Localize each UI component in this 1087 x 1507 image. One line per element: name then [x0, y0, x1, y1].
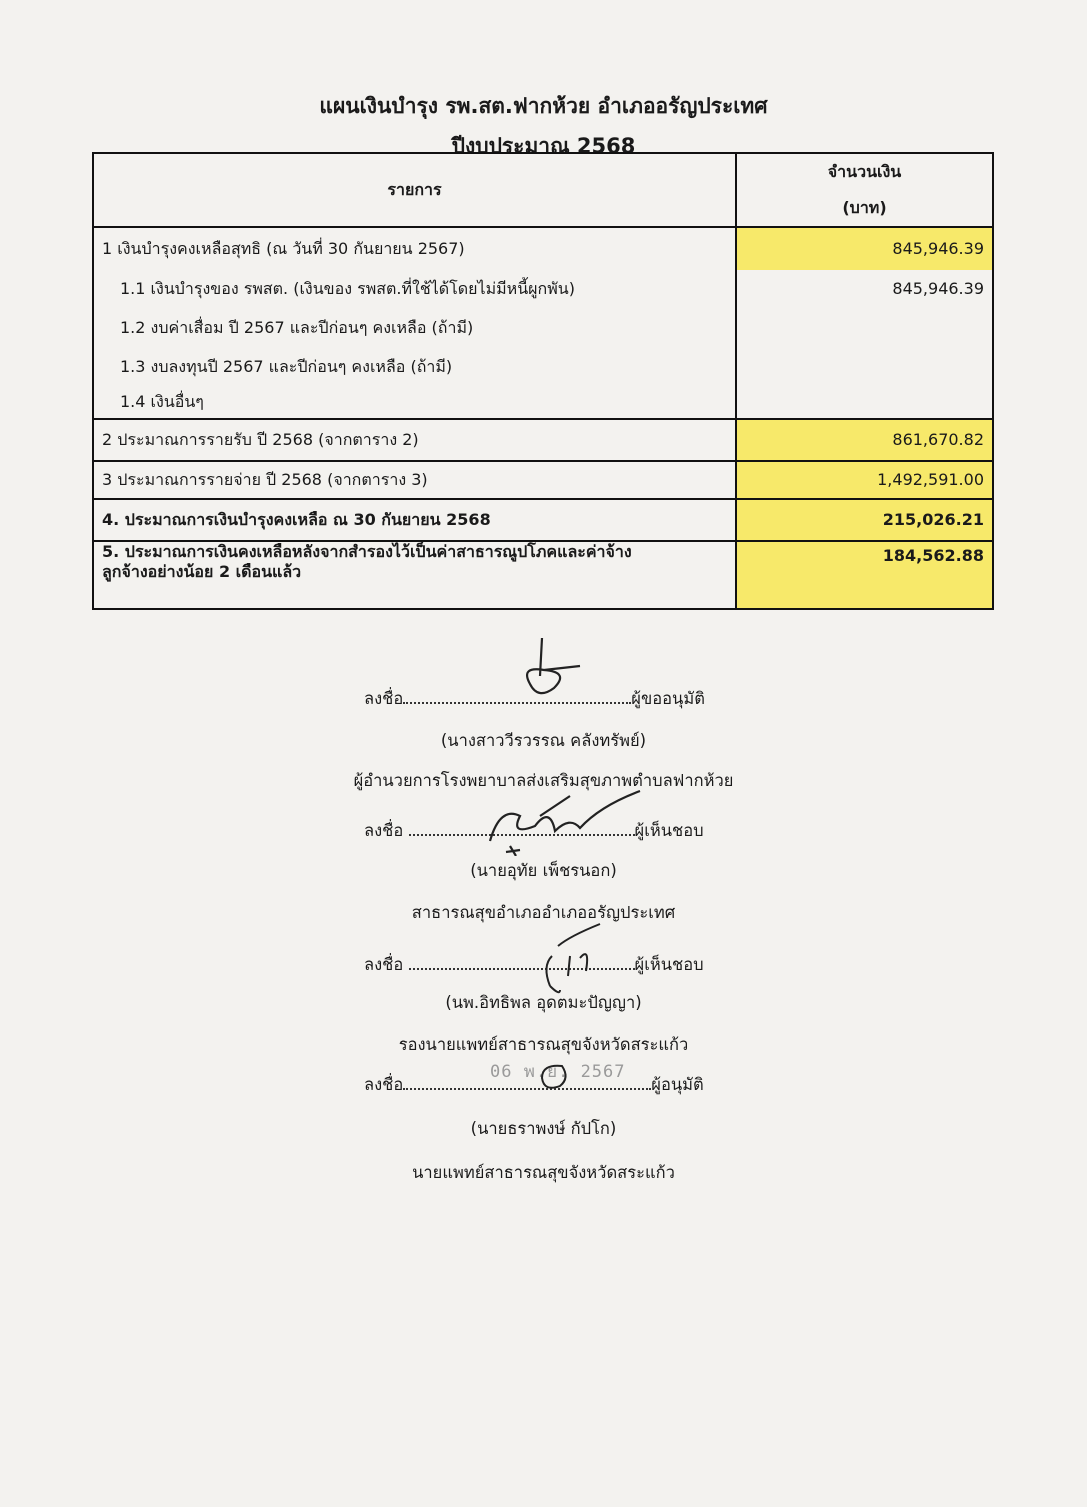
col-amount-header: [736, 153, 993, 227]
col-amount-line2: (บาท): [842, 198, 887, 217]
sign-prefix: ลงชื่อ: [364, 821, 404, 840]
signer-name-1: (นางสาววีรวรรณ คลังทรัพย์): [440, 731, 647, 750]
col-item-header: รายการ: [93, 153, 736, 227]
row-label: [93, 541, 736, 609]
table-row: [93, 499, 993, 541]
signer-position-1: ผู้อำนวยการโรงพยาบาลส่งเสริมสุขภาพตำบลฟากห้วย: [353, 771, 734, 790]
signature-scribble-3: [540, 916, 630, 996]
row-label: 1.3 งบลงทุนปี 2567 และปีก่อนๆ คงเหลือ (ถ้ามี): [93, 348, 736, 386]
signer-name-3: (นพ.อิทธิพล อุดตมะปัญญา): [445, 993, 642, 1012]
signer-position-2: สาธารณสุขอำเภออำเภออรัญประเทศ: [411, 903, 676, 922]
budget-table: [92, 152, 994, 610]
row-label: 2 ประมาณการรายรับ ปี 2568 (จากตาราง 2): [93, 419, 736, 461]
signer-name-4: (นายธราพงษ์ กัปโก): [470, 1119, 617, 1138]
signature-scribble-4: [536, 1060, 576, 1094]
row-amount: 845,946.39: [736, 270, 993, 308]
row-label: 3 ประมาณการรายจ่าย ปี 2568 (จากตาราง 3): [93, 461, 736, 499]
sign-prefix: ลงชื่อ: [364, 955, 404, 974]
row-label-line2: ลูกจ้างอย่างน้อย 2 เดือนแล้ว: [102, 562, 302, 581]
table-row: [93, 386, 993, 419]
sign-role: ผู้เห็นชอบ: [634, 821, 704, 840]
table-header: [93, 153, 993, 227]
row-amount: 215,026.21: [736, 499, 993, 541]
row-amount: [736, 308, 993, 348]
row-label: 1.1 เงินบำรุงของ รพสต. (เงินของ รพสต.ที่ใช้ได้โดยไม่มีหนี้ผูกพัน): [93, 270, 736, 308]
row-label: 1.2 งบค่าเสื่อม ปี 2567 และปีก่อนๆ คงเหลือ (ถ้ามี): [93, 308, 736, 348]
row-label: 1 เงินบำรุงคงเหลือสุทธิ (ณ วันที่ 30 กันยายน 2567): [93, 227, 736, 270]
row-amount: 861,670.82: [736, 419, 993, 461]
date-stamp: 06 พ.ย. 2567: [490, 1062, 626, 1082]
signer-name-2: (นายอุทัย เพ็ชรนอก): [470, 861, 617, 880]
table-row: [93, 419, 993, 461]
sign-role: ผู้ขออนุมัติ: [631, 689, 705, 708]
signature-scribble-1: [510, 636, 590, 706]
signer-position-3: รองนายแพทย์สาธารณสุขจังหวัดสระแก้ว: [398, 1035, 689, 1054]
sign-prefix: ลงชื่อ: [364, 689, 404, 708]
sign-role: ผู้เห็นชอบ: [634, 955, 704, 974]
signer-position-4: นายแพทย์สาธารณสุขจังหวัดสระแก้ว: [412, 1163, 675, 1182]
row-label: 4. ประมาณการเงินบำรุงคงเหลือ ณ 30 กันยายน 2568: [93, 499, 736, 541]
row-amount: 184,562.88: [736, 541, 993, 609]
row-amount: 1,492,591.00: [736, 461, 993, 499]
row-amount: [736, 386, 993, 419]
col-amount-line1: จำนวนเงิน: [827, 162, 902, 181]
table-row: [93, 270, 993, 308]
table-row: [93, 461, 993, 499]
table-row: [93, 308, 993, 348]
table-row: [93, 541, 993, 609]
row-amount: [736, 348, 993, 386]
row-label-line1: 5. ประมาณการเงินคงเหลือหลังจากสำรองไว้เป็นค่าสาธารณูปโภคและค่าจ้าง: [102, 542, 632, 561]
table-row: [93, 227, 993, 270]
sign-role: ผู้อนุมัติ: [651, 1075, 704, 1094]
document-subtitle: ปีงบประมาณ 2568: [451, 134, 636, 158]
row-label: 1.4 เงินอื่นๆ: [93, 386, 736, 419]
sign-prefix: ลงชื่อ: [364, 1075, 404, 1094]
row-amount: 845,946.39: [736, 227, 993, 270]
signature-scribble-2: [480, 786, 650, 856]
table-row: [93, 348, 993, 386]
document-title: แผนเงินบำรุง รพ.สต.ฟากห้วย อำเภออรัญประเทศ: [319, 94, 768, 118]
